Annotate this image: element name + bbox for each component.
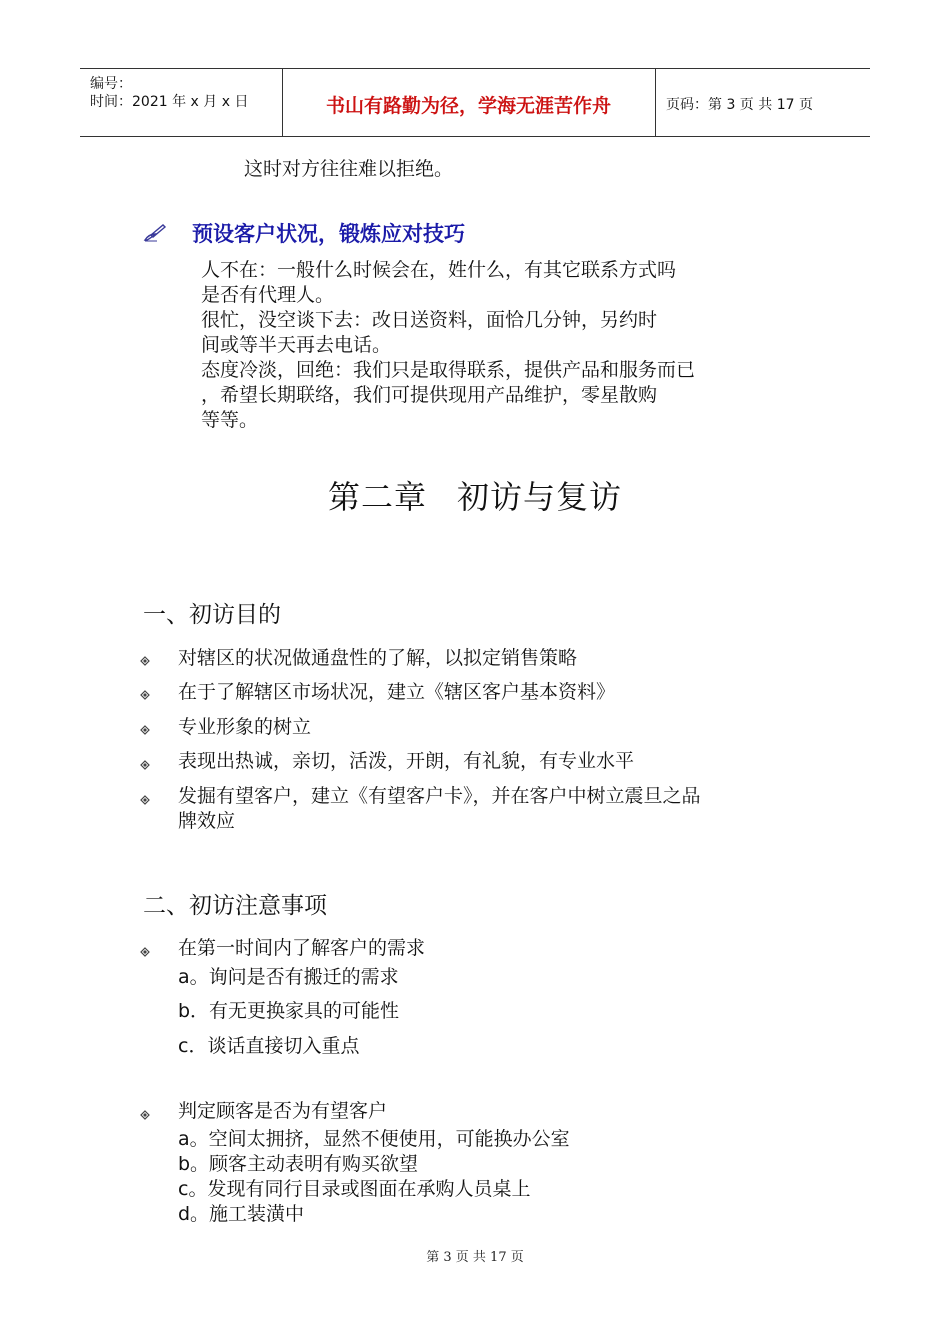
sub-item: d。施工装潢中 [178, 1203, 305, 1225]
tip-line: ，希望长期联络，我们可提供现用产品维护，零星散购 [201, 384, 658, 406]
list-item: 专业形象的树立 [178, 716, 312, 738]
diamond-bullet-icon [140, 947, 150, 957]
sub-item: a。询问是否有搬迁的需求 [178, 966, 399, 988]
list-item: 表现出热诚，亲切，活泼，开朗，有礼貌，有专业水平 [178, 750, 635, 772]
tip-line: 是否有代理人。 [201, 284, 335, 306]
tip-line: 等等。 [201, 409, 259, 431]
tip-line: 很忙，没空谈下去：改日送资料，面恰几分钟，另约时 [201, 309, 658, 331]
serial-label: 编号： [90, 76, 132, 92]
list-item: 在第一时间内了解客户的需求 [178, 937, 426, 959]
sub-item: a。空间太拥挤，显然不便使用，可能换办公室 [178, 1128, 570, 1150]
header-page-cell [656, 69, 870, 136]
diamond-bullet-icon [140, 1110, 150, 1120]
section-title: 二、初访注意事项 [143, 893, 327, 919]
header-meta-cell [80, 69, 283, 136]
tip-heading: 预设客户状况，锻炼应对技巧 [192, 222, 465, 246]
sub-item: b。顾客主动表明有购买欲望 [178, 1153, 419, 1175]
page-code: 页码：第 3 页 共 17 页 [666, 97, 813, 113]
motto: 书山有路勤为径，学海无涯苦作舟 [325, 95, 611, 117]
list-item: 对辖区的状况做通盘性的了解，以拟定销售策略 [178, 647, 578, 669]
date-label: 时间：2021 年 x 月 x 日 [90, 94, 249, 110]
tip-line: 人不在：一般什么时候会在，姓什么，有其它联系方式吗 [201, 259, 677, 281]
diamond-bullet-icon [140, 760, 150, 770]
list-item: 判定顾客是否为有望客户 [178, 1100, 388, 1122]
writing-hand-icon [143, 222, 167, 242]
diamond-bullet-icon [140, 656, 150, 666]
diamond-bullet-icon [140, 725, 150, 735]
tip-line: 态度冷淡，回绝：我们只是取得联系，提供产品和服务而已 [201, 359, 696, 381]
page-footer: 第 3 页 共 17 页 [426, 1250, 524, 1265]
document-header [80, 68, 870, 137]
chapter-number: 第二章 [327, 478, 427, 516]
body-line: 这时对方往往难以拒绝。 [244, 158, 454, 180]
chapter-title [0, 472, 950, 518]
sub-item: c。发现有同行目录或图面在承购人员桌上 [178, 1178, 531, 1200]
sub-item: c．谈话直接切入重点 [178, 1035, 360, 1057]
list-item: 发掘有望客户，建立《有望客户卡》，并在客户中树立震旦之品 [178, 785, 701, 807]
list-item-continuation: 牌效应 [178, 810, 236, 832]
chapter-name: 初访与复访 [457, 478, 623, 516]
sub-item: b．有无更换家具的可能性 [178, 1000, 400, 1022]
list-item: 在于了解辖区市场状况，建立《辖区客户基本资料》 [178, 681, 616, 703]
section-title: 一、初访目的 [143, 602, 281, 628]
tip-line: 间或等半天再去电话。 [201, 334, 392, 356]
diamond-bullet-icon [140, 795, 150, 805]
diamond-bullet-icon [140, 690, 150, 700]
header-motto-cell [282, 69, 656, 136]
